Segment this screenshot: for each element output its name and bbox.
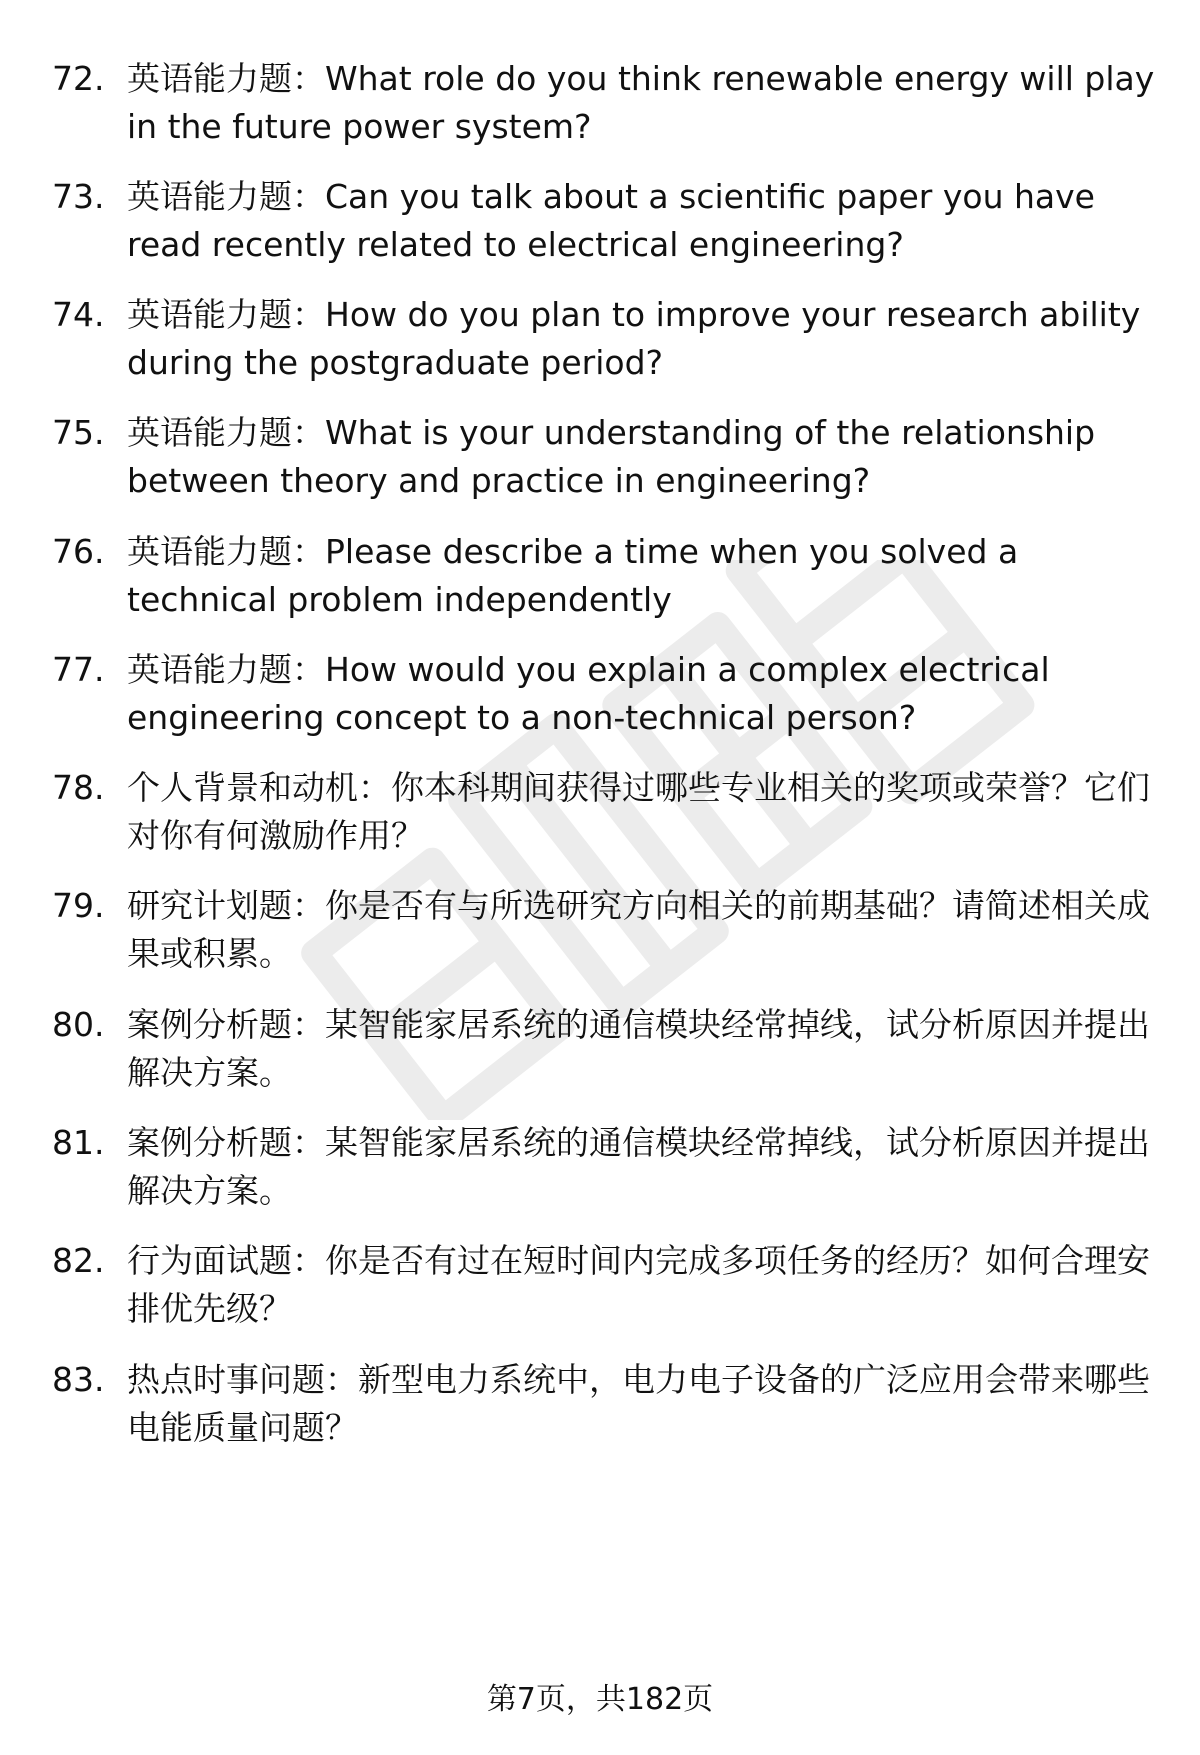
question-category: 英语能力题： bbox=[127, 177, 325, 216]
question-body bbox=[127, 1356, 1167, 1452]
question-body bbox=[127, 764, 1167, 860]
question-category: 案例分析题： bbox=[127, 1005, 325, 1044]
question-body bbox=[127, 882, 1167, 978]
question-item bbox=[0, 764, 1200, 874]
question-item bbox=[0, 646, 1200, 756]
question-body bbox=[127, 1001, 1167, 1097]
question-item bbox=[0, 882, 1200, 992]
question-number: 73. bbox=[52, 177, 105, 216]
page-footer bbox=[0, 1680, 1200, 1720]
question-body bbox=[127, 409, 1167, 505]
question-item bbox=[0, 291, 1200, 401]
question-number: 72. bbox=[52, 59, 105, 98]
question-category: 英语能力题： bbox=[127, 650, 325, 689]
question-category: 英语能力题： bbox=[127, 532, 325, 571]
question-item bbox=[0, 1356, 1200, 1466]
question-category: 行为面试题： bbox=[127, 1241, 325, 1280]
question-number: 75. bbox=[52, 413, 105, 452]
question-category: 英语能力题： bbox=[127, 413, 325, 452]
question-category: 英语能力题： bbox=[127, 295, 325, 334]
question-item bbox=[0, 173, 1200, 283]
question-category: 热点时事问题： bbox=[127, 1360, 358, 1399]
page-number-label: 第7页，共182页 bbox=[486, 1682, 714, 1717]
question-number: 78. bbox=[52, 768, 105, 807]
question-category: 英语能力题： bbox=[127, 59, 325, 98]
question-number: 77. bbox=[52, 650, 105, 689]
question-body bbox=[127, 528, 1167, 624]
question-text: What is your understanding of the relationship between theory and practice in engineering? bbox=[127, 413, 1096, 500]
question-text: How would you explain a complex electrical engineering concept to a non-technical person? bbox=[127, 650, 1050, 737]
question-number: 74. bbox=[52, 295, 105, 334]
question-number: 80. bbox=[52, 1005, 105, 1044]
question-category: 案例分析题： bbox=[127, 1123, 325, 1162]
question-number: 82. bbox=[52, 1241, 105, 1280]
question-text: 某智能家居系统的通信模块经常掉线，试分析原因并提出解决方案。 bbox=[127, 1005, 1150, 1092]
question-item bbox=[0, 528, 1200, 638]
question-body bbox=[127, 1237, 1167, 1333]
question-text: 某智能家居系统的通信模块经常掉线，试分析原因并提出解决方案。 bbox=[127, 1123, 1150, 1210]
question-number: 79. bbox=[52, 886, 105, 925]
question-text: 新型电力系统中，电力电子设备的广泛应用会带来哪些电能质量问题？ bbox=[127, 1360, 1150, 1447]
question-category: 个人背景和动机： bbox=[127, 768, 391, 807]
question-item bbox=[0, 1237, 1200, 1347]
question-text: Please describe a time when you solved a technical problem independently bbox=[127, 532, 1019, 619]
question-number: 83. bbox=[52, 1360, 105, 1399]
question-item bbox=[0, 1119, 1200, 1229]
question-text: 你本科期间获得过哪些专业相关的奖项或荣誉？它们对你有何激励作用？ bbox=[127, 768, 1150, 855]
question-number: 81. bbox=[52, 1123, 105, 1162]
question-item bbox=[0, 55, 1200, 165]
question-item bbox=[0, 1001, 1200, 1111]
question-text: Can you talk about a scientific paper you have read recently related to electrical engineering? bbox=[127, 177, 1095, 264]
question-text: What role do you think renewable energy will play in the future power system? bbox=[127, 59, 1155, 146]
question-item bbox=[0, 409, 1200, 519]
question-body bbox=[127, 291, 1167, 387]
question-text: 你是否有过在短时间内完成多项任务的经历？如何合理安排优先级？ bbox=[127, 1241, 1150, 1328]
question-body bbox=[127, 646, 1167, 742]
question-text: How do you plan to improve your research ability during the postgraduate period? bbox=[127, 295, 1141, 382]
question-body bbox=[127, 1119, 1167, 1215]
question-body bbox=[127, 55, 1167, 151]
question-body bbox=[127, 173, 1167, 269]
question-text: 你是否有与所选研究方向相关的前期基础？请简述相关成果或积累。 bbox=[127, 886, 1150, 973]
question-number: 76. bbox=[52, 532, 105, 571]
question-category: 研究计划题： bbox=[127, 886, 325, 925]
